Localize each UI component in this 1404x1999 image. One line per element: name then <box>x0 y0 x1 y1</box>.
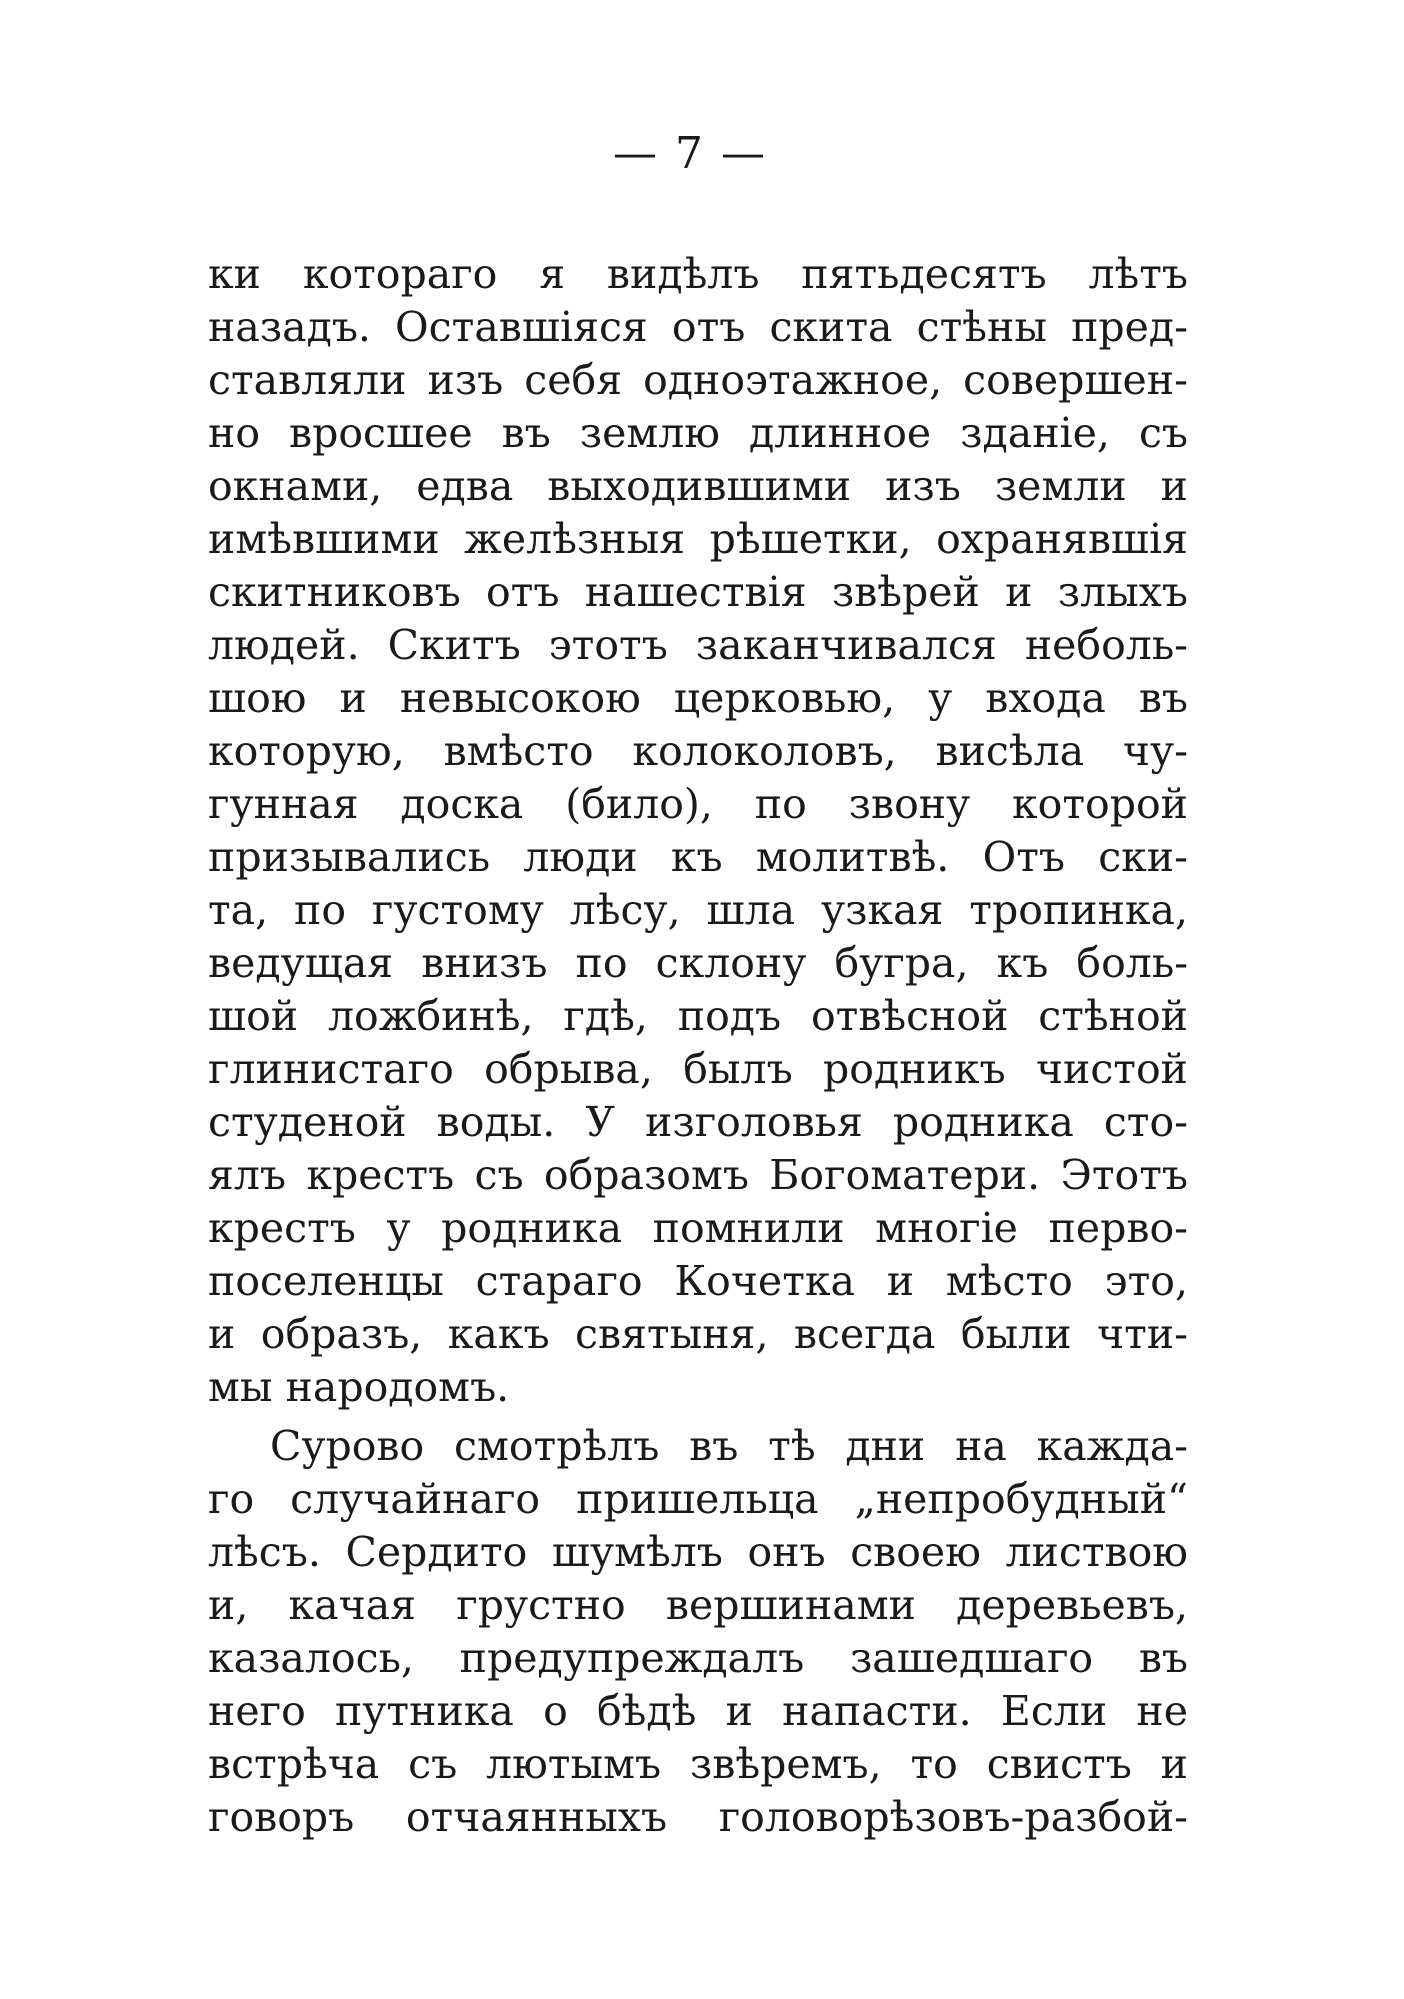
text-line: но вросшее въ землю длинное зданіе, съ <box>208 409 1188 457</box>
text-line: встрѣча съ лютымъ звѣремъ, то свистъ и <box>208 1740 1188 1788</box>
text-line: шой ложбинѣ, гдѣ, подъ отвѣсной стѣной <box>208 992 1188 1040</box>
text-line: шою и невысокою церковью, у входа въ <box>208 674 1188 722</box>
paragraph-end-line: мы народомъ. <box>208 1363 510 1411</box>
text-line: окнами, едва выходившими изъ земли и <box>208 462 1188 510</box>
text-line: лѣсъ. Сердито шумѣлъ онъ своею листвою <box>208 1528 1188 1576</box>
page-number: — 7 — <box>613 128 767 179</box>
text-line: имѣвшими желѣзныя рѣшетки, охранявшія <box>208 515 1188 563</box>
text-line: ставляли изъ себя одноэтажное, совершен- <box>208 356 1188 404</box>
paragraph-start-line: Сурово смотрѣлъ въ тѣ дни на каждa- <box>270 1422 1188 1470</box>
text-line: него путника о бѣдѣ и напасти. Если не <box>208 1687 1188 1735</box>
text-line: казалось, предупреждалъ зашедшаго въ <box>208 1634 1188 1682</box>
text-line: которую, вмѣсто колоколовъ, висѣла чу- <box>208 727 1188 775</box>
text-line: крестъ у родника помнили многіе перво- <box>208 1204 1188 1252</box>
text-line: ялъ крестъ съ образомъ Богоматери. Этотъ <box>208 1151 1188 1199</box>
text-line: скитниковъ отъ нашествія звѣрей и злыхъ <box>208 568 1188 616</box>
body-text <box>208 248 1188 1844</box>
text-line: людей. Скитъ этотъ заканчивался неболь- <box>208 621 1188 669</box>
text-line: студеной воды. У изголовья родника сто- <box>208 1098 1188 1146</box>
text-line: поселенцы стараго Кочетка и мѣсто это, <box>208 1257 1188 1305</box>
text-line: гунная доска (било), по звону которой <box>208 780 1188 828</box>
text-line: ведущая внизъ по склону бугра, къ боль- <box>208 939 1188 987</box>
text-line: глинистаго обрыва, былъ родникъ чистой <box>208 1045 1188 1093</box>
text-line: и, качая грустно вершинами деревьевъ, <box>208 1581 1188 1629</box>
text-line: назадъ. Оставшіяся отъ скита стѣны пред- <box>208 303 1188 351</box>
text-line: та, по густому лѣсу, шла узкая тропинка, <box>208 886 1188 934</box>
text-line: и образъ, какъ святыня, всегда были чти- <box>208 1310 1188 1358</box>
text-line: го случайнаго пришельца „непробудный“ <box>208 1475 1188 1523</box>
text-line: ки котораго я видѣлъ пятьдесятъ лѣтъ <box>208 250 1188 298</box>
text-line: призывались люди къ молитвѣ. Отъ ски- <box>208 833 1188 881</box>
text-line: говоръ отчаянныхъ головорѣзовъ-разбой- <box>208 1793 1188 1841</box>
